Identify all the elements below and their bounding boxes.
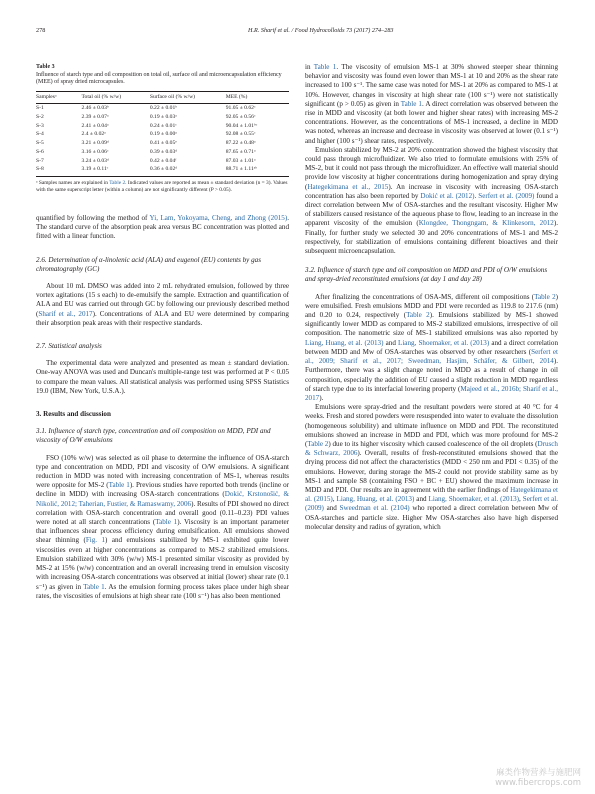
citation-link[interactable]: Sharif et al., 2017 — [38, 309, 93, 318]
paragraph: Emulsion stabilized by MS-2 at 20% concentration showed the highest viscosity that could pass through microfluidizer. We also tried to formulate emulsions with 25% of MS-2, but it could not pass through the microfluidizer. An effective wall material should provide low viscosity at higher concentrations during homogenization and spray drying (Hategekimana et al., 2015). An increase in viscosity with increasing OSA-starch concentration has also been reported by Dokić et al. (2012). Serfert et al. (2009) found a direct correlation between Mw of OSA-starches and the resultant viscosity. Higher Mw of stabilizers caused resistance of the aqueous phase to flow, leading to an increase in the apparent viscosity of the emulsion (Klongdee, Thongngam, & Klinkesorn, 2012). Finally, for further study we selected 30 and 20% concentrations of MS-1 and MS-2 respectively, for stabilization of emulsions containing different bioactives and their subsequent microencapsulation. — [305, 145, 558, 256]
table-row — [36, 148, 289, 157]
cell-mee: 92.08 ± 0.55ᶜ — [225, 131, 256, 138]
table-link[interactable]: Table 1 — [108, 481, 130, 490]
table-link[interactable]: Table 2 — [406, 311, 430, 320]
table-link[interactable]: Table 1 — [313, 63, 337, 71]
citation-link[interactable]: Dokić et al. (2012) — [420, 191, 475, 200]
cell-sample: S-1 — [36, 104, 44, 111]
cell-surface-oil: 0.42 ± 0.04ᶠ — [149, 157, 177, 164]
cell-surface-oil: 0.36 ± 0.02ᵈ — [150, 166, 226, 177]
table-caption: Influence of starch type and oil composition on total oil, surface oil and microencapsulation efficiency (MEE) of spray dried microcapsules. — [36, 71, 282, 86]
table-header-row — [36, 91, 289, 104]
citation-link[interactable]: Serfert et al. (2009) — [305, 495, 559, 513]
cell-total-oil: 2.46 ± 0.03ᵇ — [81, 104, 109, 111]
cell-mee: 92.05 ± 0.56ᶜ — [225, 113, 256, 120]
cell-sample: S-8 — [36, 166, 82, 177]
paragraph: in Table 1. The viscosity of emulsion MS-1 at 30% showed steeper shear thinning behavior and viscosity was found even lower than MS-1 at 10 and 20% as the shear rate increased to 100 s⁻¹. The same case was noted for MS-1 at 20% as compared to MS-1 at 10%. However, changes in viscosity at high shear rate (100 s⁻¹) were not statistically significant (p > 0.05) as given in Table 1. A direct correlation was observed between the rise in MDD and viscosity (at both lower and higher shear rates) with increasing MS-2 concentrations. However, as the concentrations of MS-1 increased, a decline in MDD was noted, whereas an increase and decrease in viscosity was observed at lower (0.1 s⁻¹) and higher (100 s⁻¹) shear rates, respectively. — [305, 63, 558, 145]
table-footnote: ᵃ Samples names are explained in Table 2. Indicated values are reported as mean ± standard deviation (n = 3). Values with the same superscript letter (within a column) are not significantly different (P > 0.05). — [36, 180, 288, 193]
cell-total-oil: 3.24 ± 0.03ᵈ — [81, 157, 109, 164]
section-heading-3: 3. Results and discussion — [36, 410, 111, 419]
citation-link[interactable]: Liang, Huang, et al. (2013) — [305, 338, 384, 347]
cell-sample: S-4 — [36, 131, 44, 138]
cell-total-oil: 3.21 ± 0.09ᵈ — [81, 140, 109, 147]
cell-surface-oil: 0.19 ± 0.00ᵃ — [149, 131, 177, 138]
citation-link[interactable]: Serfert et al. (2009) — [478, 191, 535, 200]
table-row — [36, 122, 289, 131]
citation-link[interactable]: Serfert et al., 2009; Sharif et al., 2017; Sweedman, Hasjim, Schäfer, & Gilbert, 2014 — [305, 347, 558, 366]
cell-total-oil: 2.4 ± 0.02ᵃ — [81, 131, 106, 138]
cell-sample: S-6 — [36, 148, 44, 155]
citation-link[interactable]: Klongdee, Thongngam, & Klinkesorn, 2012 — [418, 219, 554, 228]
table-link[interactable]: Table 2 — [109, 180, 126, 187]
table-3-grid — [36, 91, 289, 177]
table-link[interactable]: Table 1 — [155, 518, 178, 527]
paragraph: Emulsions were spray-dried and the resultant powders were stored at 40 °C for 4 weeks. Fresh and stored powders were resuspended into water to evaluate the dissolution (homogeneous solubility) and ultimate influence on MDD and PDI. The reconstituted emulsions showed an increase in MDD and PDI, which was more profound for MS-2 (Table 2) due to its higher viscosity which caused coalescence of the oil droplets (Drusch & Schwarz, 2006). Overall, results of fresh-reconstituted emulsions showed that the drying process did not affect the characteristics (MDD < 250 nm and PDI < 0.35) of the emulsions. However, during storage the MS-2 could not provide stability same as by MS-1 and sample S8 (containing FSO + BC + EU) showed the maximum increase in MDD and PDI. Our results are in agreement with the earlier findings of Hategekimana et al. (2015), Liang, Huang, et al. (2013) and Liang, Shoemaker, et al. (2013), Serfert et al. (2009) and Sweedman et al. (2104) who reported a direct correlation between Mw of OSA-starches and particle size. Higher Mw OSA-starches also have high dispersed molecular density and radius of gyration, which — [305, 403, 559, 531]
cell-total-oil: 2.39 ± 0.07ᵃ — [81, 113, 109, 120]
paragraph: FSO (10% w/w) was selected as oil phase to determine the influence of OSA-starch type and concentration on MDD, PDI and viscosity of O/W emulsions. A significant reduction in MDD was noted with increasing concentration of MS-1, whereas results were opposite for MS-2 (Table 1). Previous studies have reported both trends (incline or decline in MDD) with increasing OSA-starch concentrations (Dokić, Krstonošić, & Nikolić, 2012; Taherian, Fustier, & Ramaswamy, 2006). Results of PDI showed no direct correlation with OSA-starch concentration and overall good (0.11–0.23) PDI values were noted at all starch concentrations (Table 1). Viscosity is an important parameter that influences shear process efficiency during emulsification. All emulsions showed shear thinning (Fig. 1) and emulsions stabilized by MS-1 exhibited quite lower viscosities even at higher concentrations as compared to MS-2 stabilized emulsions. Emulsion stabilized with 30% (w/w) MS-1 presented similar viscosity as provided by MS-2 at 15% (w/w) concentration and an overall increasing trend in emulsion viscosity with increasing OSA-starch concentrations was observed at initial (lower) shear rate (0.1 s⁻¹) as given in Table 1. As the emulsion forming process takes place under high shear rates, the viscosities of emulsions at high shear rate (100 s⁻¹) has also been mentioned — [36, 453, 290, 600]
col-header-samples: Samplesᵃ — [36, 91, 82, 104]
paragraph: About 10 mL DMSO was added into 2 mL rehydrated emulsion, followed by three vortex agitations (15 s each) to de-emulsify the sample. Extraction and quantification of ALA and EU was carried out through GC by following our previously described method (Sharif et al., 2017). Concentrations of ALA and EU were determined by comparing their absorption peak areas with their respective standards. — [36, 282, 289, 327]
page-number: 278 — [36, 27, 46, 34]
right-column — [305, 63, 558, 532]
paragraph: quantified by following the method of Yi, Lam, Yokoyama, Cheng, and Zhong (2015). The standard curve of the absorption peak area versus BC concentration was plotted and fitted with a linear function. — [36, 214, 289, 241]
citation-link[interactable]: Liang, Shoemaker, et al. (2013) — [398, 338, 490, 347]
citation-link[interactable]: Liang, Shoemaker, et al. (2013) — [428, 495, 520, 504]
cell-surface-oil: 0.39 ± 0.03ᵈ — [149, 148, 178, 155]
left-column — [36, 214, 289, 601]
section-heading-2-7: 2.7. Statistical analysis — [36, 342, 102, 351]
citation-link[interactable]: Yi, Lam, Yokoyama, Cheng, and Zhong (2015) — [149, 214, 288, 222]
table-link[interactable]: Table 2 — [307, 439, 329, 448]
table-row — [36, 113, 289, 122]
cell-surface-oil: 0.41 ± 0.05ᵉ — [149, 140, 177, 147]
citation-link[interactable]: Dokić, Krstonošić, & Nikolić, 2012; Taherian, Fustier, & Ramaswamy, 2006 — [36, 490, 290, 508]
section-heading-3-1: 3.1. Influence of starch type, concentration and oil composition on MDD, PDI and viscosity of O/W emulsions — [36, 427, 271, 445]
running-header — [36, 27, 559, 37]
cell-sample: S-3 — [36, 122, 44, 129]
cell-sample: S-7 — [36, 157, 44, 164]
citation-link[interactable]: Liang, Huang, et al. (2013) — [336, 495, 415, 504]
table-label: Table 3 — [36, 64, 55, 70]
table-row — [36, 104, 289, 113]
section-heading-2-6: 2.6. Determination of α-linolenic acid (ALA) and eugenol (EU) contents by gas chromatography (GC) — [36, 255, 261, 273]
table-link[interactable]: Table 1 — [400, 99, 422, 108]
table-row — [36, 166, 289, 177]
table-row — [36, 131, 289, 140]
cell-total-oil: 2.41 ± 0.04ᵃ — [81, 122, 109, 129]
cell-mee: 87.22 ± 0.48ᵃ — [225, 140, 256, 147]
cell-total-oil: 3.16 ± 0.06ᶜ — [81, 148, 109, 155]
col-header-mee: MEE (%) — [226, 91, 289, 104]
cell-sample: S-5 — [36, 140, 44, 147]
cell-sample: S-2 — [36, 113, 44, 120]
table-row — [36, 140, 289, 149]
site-watermark: 麻类作物营养与施肥网 www.fibercrops.com — [495, 768, 581, 788]
cell-mee: 87.03 ± 1.01ᵃ — [225, 157, 256, 164]
col-header-total-oil: Total oil (% w/w) — [82, 91, 150, 104]
cell-surface-oil: 0.24 ± 0.01ᶜ — [149, 122, 177, 129]
cell-mee: 88.71 ± 1.11ᵃᵇ — [226, 166, 289, 177]
citation-link[interactable]: Hategekimana et al. (2015) — [305, 485, 559, 504]
citation-link[interactable]: Drusch & Schwarz, 2006 — [305, 439, 558, 458]
table-link[interactable]: Table 1 — [83, 582, 105, 591]
citation-link[interactable]: Hategekimana et al., 2015 — [307, 182, 389, 191]
cell-total-oil: 3.19 ± 0.11ᶜ — [82, 166, 150, 177]
cell-surface-oil: 0.19 ± 0.03ᵃ — [149, 113, 177, 120]
table-3 — [36, 64, 289, 194]
citation-link[interactable]: Majeed et al., 2016b; Sharif et al., 2017 — [305, 384, 558, 402]
journal-citation: H.R. Sharif et al. / Food Hydrocolloids 73 (2017) 274–283 — [248, 27, 394, 34]
col-header-surface-oil: Surface oil (% w/w) — [150, 91, 226, 104]
cell-mee: 87.65 ± 0.71ᵃ — [225, 148, 256, 155]
cell-mee: 90.04 ± 1.01ᵇᶜ — [225, 122, 258, 129]
section-heading-3-2: 3.2. Influence of starch type and oil composition on MDD and PDI of O/W emulsions and spray-dried reconstituted emulsions (at day 1 and day 28) — [305, 266, 548, 284]
paragraph: After finalizing the concentrations of OSA-MS, different oil compositions (Table 2) were emulsified. Fresh emulsions MDD and PDI were recorded as 119.8 to 217.6 (nm) and 0.20 to 0.24, respectively (Table 2). Emulsions stabilized by MS-1 showed significantly lower MDD as compared to MS-2 stabilized emulsions, irrespective of oil composition. The nanometric size of MS-1 stabilized emulsions was also reported by Liang, Huang, et al. (2013) and Liang, Shoemaker, et al. (2013) and a direct correlation between MDD and Mw of OSA-starches was observed by other researchers (Serfert et al., 2009; Sharif et al., 2017; Sweedman, Hasjim, Schäfer, & Gilbert, 2014). Furthermore, there was a slight change noted in MDD as a result of change in oil composition, especially the addition of EU caused a slight reduction in MDD regardless of starch type due to its interfacial lowering property (Majeed et al., 2016b; Sharif et al., 2017). — [305, 292, 558, 402]
paragraph: The experimental data were analyzed and presented as mean ± standard deviation. One-way ANOVA was used and Duncan's multiple-range test was performed at P < 0.05 to compare the mean values. All statistical analysis was performed using SPSS Statistics 19.0 (IBM, New York, U.S.A.). — [36, 359, 289, 395]
citation-link[interactable]: Sweedman et al. (2104) — [339, 504, 410, 513]
cell-surface-oil: 0.22 ± 0.01ᵇ — [149, 104, 178, 111]
figure-link[interactable]: Fig. 1 — [85, 536, 106, 545]
table-link[interactable]: Table 2 — [534, 292, 556, 301]
table-row — [36, 157, 289, 166]
cell-mee: 91.05 ± 0.62ᶜ — [225, 104, 256, 111]
